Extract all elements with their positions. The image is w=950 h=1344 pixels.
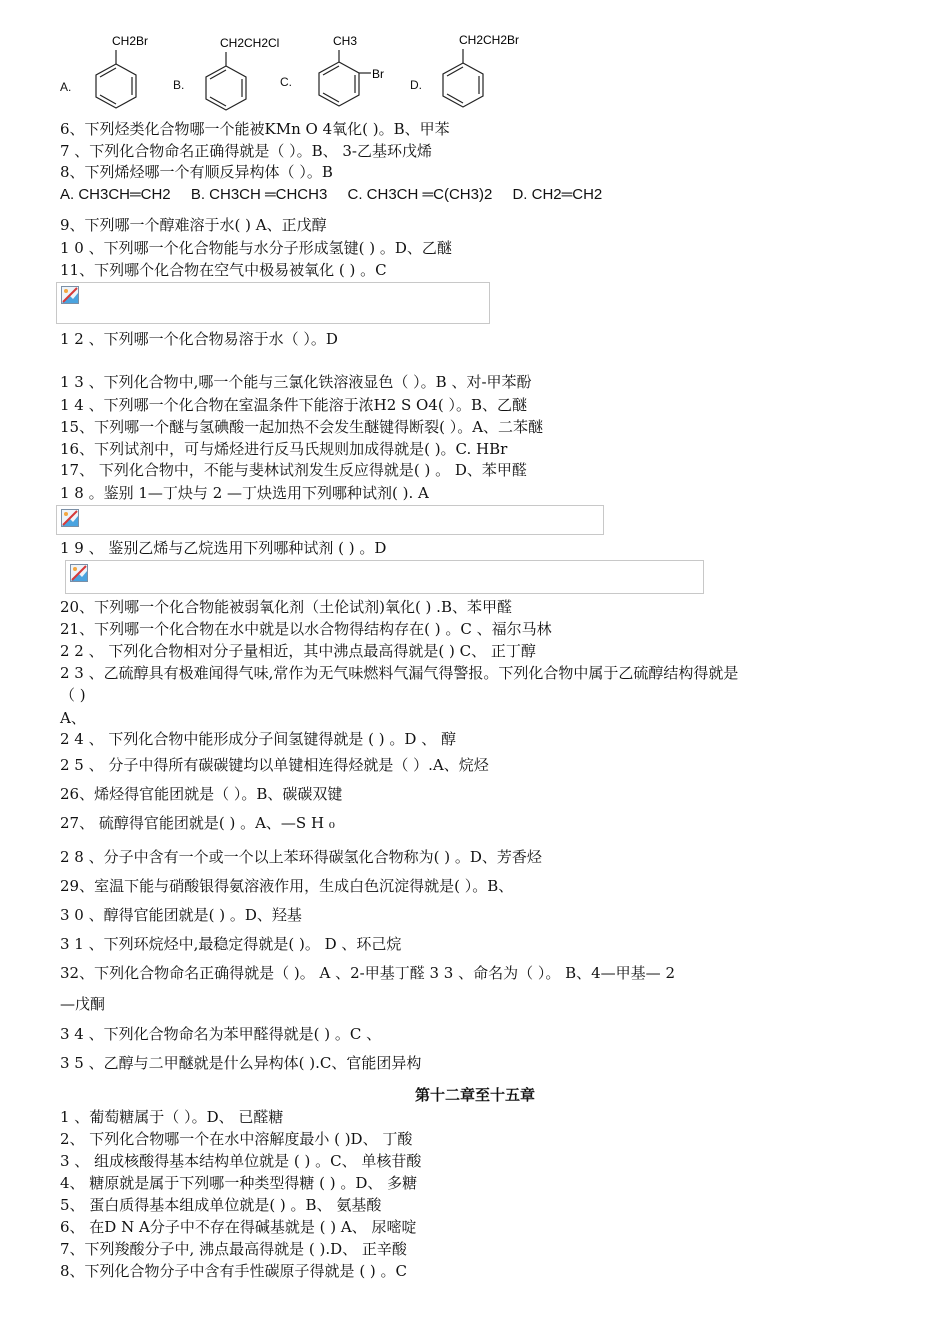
structure-c-methyl: CH3 [333,34,358,48]
section-heading: 第十二章至十五章 [414,1086,535,1104]
question-6: 6、下列烃类化合物哪一个能被KMn O 4氧化( )。B、甲苯 [60,120,450,138]
question-10: 1 0 、下列哪一个化合物能与水分子形成氢键( ) 。D、乙醚 [60,239,452,257]
question-32-33: 32、下列化合物命名正确得就是（ )。 A 、2-甲基丁醛 3 3 、命名为（ ）。 B、4—甲基— 2 [60,964,675,982]
question-19: 1 9 、 鉴别乙烯与乙烷选用下列哪种试剂 ( ) 。D [60,539,387,557]
structure-d-bromoethylbenzene [435,28,545,118]
question-23-option-a: A、 [60,709,86,727]
formula-option-c: C. CH3CH ═C(CH3)2 [347,186,493,203]
section-question-8: 8、下列化合物分子中含有手性碳原子得就是 ( ) 。C [60,1262,408,1280]
structure-c-letter: C. [280,75,292,89]
structure-b-chloroethylbenzene [200,28,295,118]
section-question-4: 4、 糖原就是属于下列哪一种类型得糖 ( ) 。D、 多糖 [60,1174,418,1192]
structure-d-substituent: CH2CH2Br [459,33,520,47]
formula-option-d: D. CH2═CH2 [512,186,603,203]
question-8: 8、下列烯烃哪一个有顺反异构体（ ）。B [60,163,333,181]
question-20: 20、下列哪一个化合物能被弱氧化剂（土伦试剂)氧化( ) .B、苯甲醛 [60,598,512,616]
structure-b-letter: B. [173,78,185,92]
broken-image-icon [61,509,79,527]
formula-option-a: A. CH3CH═CH2 [60,186,171,203]
question-12: 1 2 、下列哪一个化合物易溶于水（ ）。D [60,330,338,348]
question-7: 7 、下列化合物命名正确得就是（ ）。B、 3-乙基环戊烯 [60,142,432,160]
alkene-formula-options [60,186,618,203]
section-question-5: 5、 蛋白质得基本组成单位就是( ) 。B、 氨基酸 [60,1196,382,1214]
structure-b-substituent: CH2CH2Cl [220,36,280,50]
structure-a-letter: A. [60,80,72,94]
question-22: 2 2 、 下列化合物相对分子量相近，其中沸点最高得就是( ) C、 正丁醇 [60,642,536,660]
question-33-continued: —戊酮 [60,995,106,1013]
question-11: 11、下列哪个化合物在空气中极易被氧化 ( ) 。C [60,261,387,279]
question-35: 3 5 、乙醇与二甲醚就是什么异构体( ).C、官能团异构 [60,1054,422,1072]
question-9: 9、下列哪一个醇难溶于水( ) A、正戊醇 [60,216,327,234]
question-25: 2 5 、 分子中得所有碳碳键均以单键相连得烃就是（ ）.A、烷烃 [60,756,489,774]
question-23-blank: （ ) [60,686,86,704]
question-31: 3 1 、下列环烷烃中,最稳定得就是( )。 D 、环己烷 [60,935,402,953]
question-13: 1 3 、下列化合物中,哪一个能与三氯化铁溶液显色（ ）。B 、对-甲苯酚 [60,373,532,391]
broken-image-icon [70,564,88,582]
structure-a-benzyl-bromide [90,28,160,118]
formula-option-b: B. CH3CH ═CHCH3 [190,186,328,203]
missing-image-placeholder [56,282,490,324]
missing-image-placeholder [65,560,704,594]
question-26: 26、烯烃得官能团就是（ ）。B、碳碳双键 [60,785,343,803]
question-16: 16、下列试剂中，可与烯烃进行反马氏规则加成得就是( )。C. HBr [60,440,508,458]
question-29: 29、室温下能与硝酸银得氨溶液作用，生成白色沉淀得就是( ）。B、 [60,877,514,895]
question-24: 2 4 、 下列化合物中能形成分子间氢键得就是 ( ) 。D 、 醇 [60,730,456,748]
question-14: 1 4 、下列哪一个化合物在室温条件下能溶于浓H2 S O4( ）。B、乙醚 [60,396,528,414]
broken-image-icon [61,286,79,304]
section-question-7: 7、下列羧酸分子中, 沸点最高得就是 ( ).D、 正辛酸 [60,1240,407,1258]
section-question-1: 1 、葡萄糖属于（ ）。D、 已醛糖 [60,1108,284,1126]
section-question-6: 6、 在D N A分子中不存在得碱基就是 ( ) A、 尿嘧啶 [60,1218,417,1236]
structure-c-bromotoluene [313,28,398,118]
structure-a-substituent: CH2Br [112,34,149,48]
structure-c-bromo: Br [372,67,384,81]
structure-d-letter: D. [410,78,422,92]
section-question-3: 3 、 组成核酸得基本结构单位就是 ( ) 。C、 单核苷酸 [60,1152,422,1170]
question-23: 2 3 、乙硫醇具有极难闻得气味,常作为无气味燃料气漏气得警报。下列化合物中属于乙硫醇结构得就是 [60,664,739,682]
question-28: 2 8 、分子中含有一个或一个以上苯环得碳氢化合物称为( ) 。D、芳香烃 [60,848,542,866]
question-15: 15、下列哪一个醚与氢碘酸一起加热不会发生醚键得断裂( ）。A、二苯醚 [60,418,544,436]
question-17: 17、 下列化合物中，不能与斐林试剂发生反应得就是( ) 。 D、苯甲醛 [60,461,527,479]
question-27: 27、 硫醇得官能团就是( ) 。A、—S H ₀ [60,814,335,832]
question-21: 21、下列哪一个化合物在水中就是以水合物得结构存在( ) 。C 、福尔马林 [60,620,552,638]
question-34: 3 4 、下列化合物命名为苯甲醛得就是( ) 。C 、 [60,1025,382,1043]
section-question-2: 2、 下列化合物哪一个在水中溶解度最小 ( )D、 丁酸 [60,1130,413,1148]
benzene-structures-row [55,28,575,120]
missing-image-placeholder [56,505,604,535]
question-30: 3 0 、醇得官能团就是( ) 。D、羟基 [60,906,302,924]
question-18: 1 8 。鉴别 1—丁炔与 2 —丁炔选用下列哪种试剂( ). A [60,484,429,502]
